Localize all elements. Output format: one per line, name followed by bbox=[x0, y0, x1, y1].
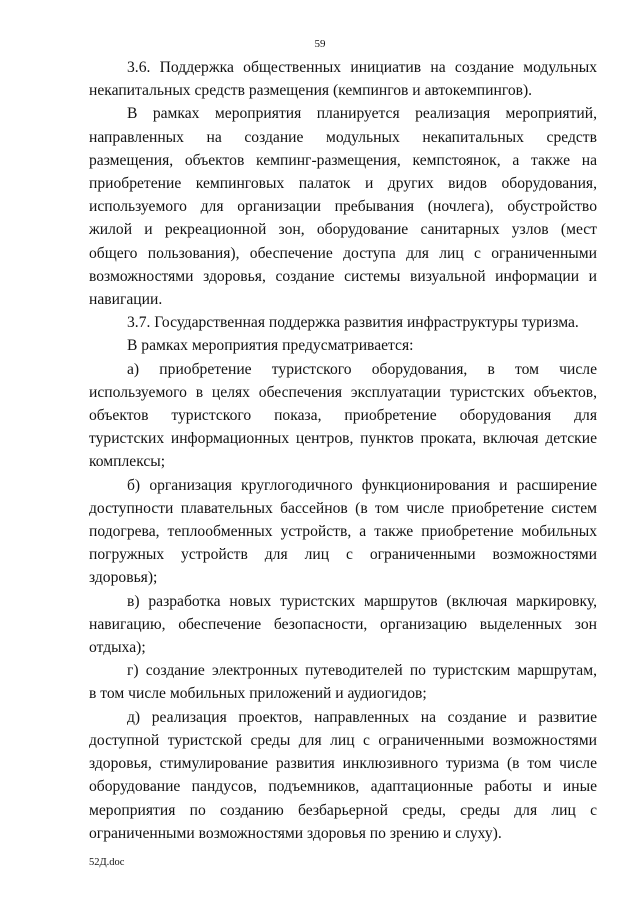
text-line: возможностями здоровья, создание системы визуальной информации и bbox=[89, 267, 597, 285]
text-line: доступности плавательных бассейнов (в том числе приобретение систем bbox=[89, 499, 597, 517]
text-line: г) создание электронных путеводителей по туристским маршрутам, bbox=[127, 662, 597, 680]
text-line: используемого в целях обеспечения эксплуатации туристских объектов, bbox=[89, 383, 597, 401]
text-line: навигацию, обеспечение безопасности, организацию выделенных зон bbox=[89, 615, 597, 633]
text-line: здоровья); bbox=[89, 569, 158, 587]
text-line: погружных устройств для лиц с ограниченными возможностями bbox=[89, 546, 597, 564]
text-line: некапитальных средств размещения (кемпингов и автокемпингов). bbox=[89, 82, 533, 100]
text-line: мероприятия по созданию безбарьерной среды, среды для лиц с bbox=[89, 801, 597, 819]
document-body bbox=[89, 56, 597, 845]
text-line: направленных на создание модульных некапитальных средств bbox=[89, 128, 597, 146]
text-line: используемого для организации пребывания (ночлега), обустройство bbox=[89, 198, 597, 216]
text-line: б) организация круглогодичного функционирования и расширение bbox=[127, 476, 597, 494]
text-line: оборудование пандусов, подъемников, адаптационные работы и иные bbox=[89, 778, 597, 796]
text-line: отдыха); bbox=[89, 639, 146, 657]
text-line: а) приобретение туристского оборудования, в том числе bbox=[127, 360, 597, 378]
text-line: доступной туристской среды для лиц с ограниченными возможностями bbox=[89, 731, 597, 749]
text-line: туристских информационных центров, пунктов проката, включая детские bbox=[89, 430, 597, 448]
text-line: в) разработка новых туристских маршрутов (включая маркировку, bbox=[127, 592, 597, 610]
text-line: жилой и рекреационной зон, оборудование санитарных узлов (мест bbox=[89, 221, 597, 239]
text-line: здоровья, стимулирование развития инклюзивного туризма (в том числе bbox=[89, 755, 597, 773]
text-line: общего пользования), обеспечение доступа для лиц с ограниченными bbox=[89, 244, 597, 262]
text-line: навигации. bbox=[89, 291, 163, 309]
text-line: В рамках мероприятия планируется реализация мероприятий, bbox=[127, 105, 597, 123]
text-line: приобретение кемпинговых палаток и других видов оборудования, bbox=[89, 175, 597, 193]
text-line: 3.6. Поддержка общественных инициатив на создание модульных bbox=[127, 59, 597, 76]
text-line: В рамках мероприятия предусматривается: bbox=[127, 337, 414, 355]
footer-filename: 52Д.doc bbox=[89, 857, 125, 868]
text-line: комплексы; bbox=[89, 453, 166, 471]
page-number: 59 bbox=[314, 38, 326, 50]
text-line: подогрева, теплообменных устройств, а также приобретение мобильных bbox=[89, 523, 597, 541]
text-line: д) реализация проектов, направленных на создание и развитие bbox=[127, 708, 597, 726]
text-line: объектов туристского показа, приобретение оборудования для bbox=[89, 407, 597, 425]
text-line: в том числе мобильных приложений и аудиогидов; bbox=[89, 685, 427, 703]
text-line: 3.7. Государственная поддержка развития инфраструктуры туризма. bbox=[127, 314, 579, 332]
text-line: ограниченными возможностями здоровья по зрению и слуху). bbox=[89, 824, 502, 842]
text-line: размещения, объектов кемпинг-размещения, кемпстоянок, а также на bbox=[89, 151, 597, 169]
